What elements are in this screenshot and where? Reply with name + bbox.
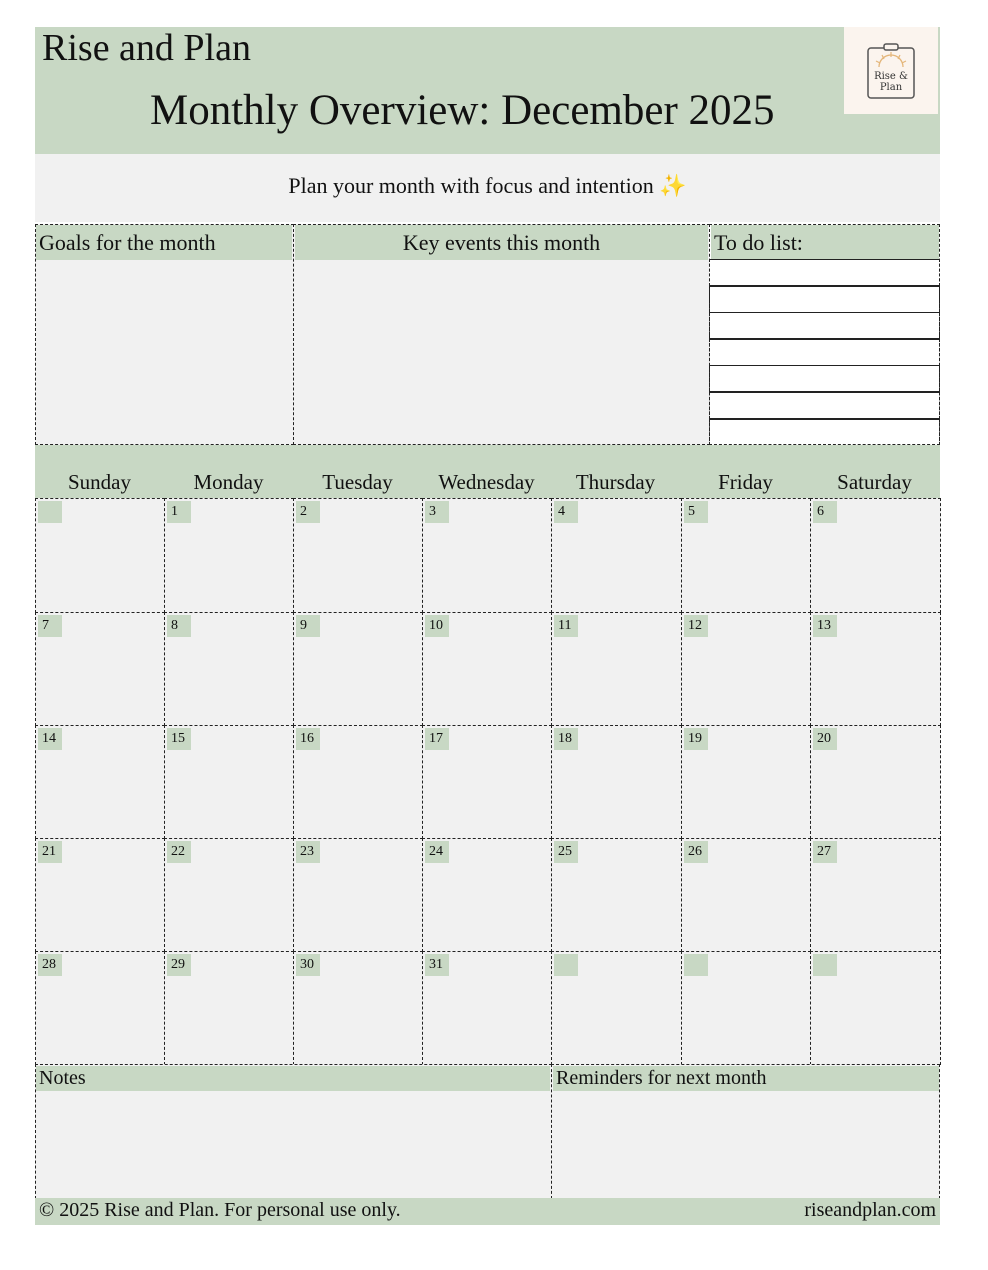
calendar-day[interactable] bbox=[35, 725, 165, 839]
day-number bbox=[813, 954, 837, 976]
calendar-day[interactable] bbox=[810, 838, 941, 952]
svg-text:Plan: Plan bbox=[879, 81, 903, 93]
day-number: 24 bbox=[425, 841, 449, 863]
calendar-day[interactable] bbox=[810, 498, 941, 613]
day-number: 1 bbox=[167, 501, 191, 523]
day-number: 27 bbox=[813, 841, 837, 863]
events-header: Key events this month bbox=[295, 225, 708, 260]
calendar-day[interactable] bbox=[164, 612, 294, 726]
calendar-day[interactable] bbox=[164, 838, 294, 952]
calendar-day[interactable] bbox=[422, 838, 552, 952]
calendar-day[interactable] bbox=[35, 838, 165, 952]
calendar-day[interactable] bbox=[422, 498, 552, 613]
day-number bbox=[38, 501, 62, 523]
calendar-day[interactable] bbox=[35, 951, 165, 1065]
todo-line[interactable] bbox=[709, 419, 940, 446]
day-number: 31 bbox=[425, 954, 449, 976]
day-number: 11 bbox=[554, 615, 578, 637]
weekday-sunday: Sunday bbox=[68, 470, 131, 494]
calendar-day[interactable] bbox=[293, 838, 423, 952]
footer-website[interactable]: riseandplan.com bbox=[804, 1199, 936, 1221]
calendar-day[interactable] bbox=[551, 612, 682, 726]
calendar-day[interactable] bbox=[422, 612, 552, 726]
todo-line[interactable] bbox=[709, 392, 940, 419]
todo-header: To do list: bbox=[711, 225, 939, 260]
calendar-day[interactable] bbox=[35, 612, 165, 726]
footer-copyright: © 2025 Rise and Plan. For personal use only. bbox=[39, 1199, 401, 1221]
calendar-day[interactable] bbox=[164, 725, 294, 839]
calendar-day[interactable] bbox=[164, 498, 294, 613]
day-number: 12 bbox=[684, 615, 708, 637]
day-number: 21 bbox=[38, 841, 62, 863]
svg-text:Rise &: Rise & bbox=[874, 70, 908, 82]
day-number: 9 bbox=[296, 615, 320, 637]
calendar-day[interactable] bbox=[422, 951, 552, 1065]
weekday-wednesday: Wednesday bbox=[438, 470, 535, 494]
weekday-tuesday: Tuesday bbox=[322, 470, 393, 494]
calendar-day[interactable] bbox=[293, 498, 423, 613]
day-number: 26 bbox=[684, 841, 708, 863]
todo-line[interactable] bbox=[709, 312, 940, 339]
reminders-header: Reminders for next month bbox=[553, 1066, 939, 1091]
day-number: 20 bbox=[813, 728, 837, 750]
calendar-empty-cell bbox=[35, 498, 165, 613]
todo-line[interactable] bbox=[709, 365, 940, 392]
day-number: 14 bbox=[38, 728, 62, 750]
day-number: 3 bbox=[425, 501, 449, 523]
day-number: 2 bbox=[296, 501, 320, 523]
calendar-day[interactable] bbox=[293, 725, 423, 839]
day-number: 17 bbox=[425, 728, 449, 750]
day-number: 5 bbox=[684, 501, 708, 523]
weekday-friday: Friday bbox=[718, 470, 773, 494]
day-number: 30 bbox=[296, 954, 320, 976]
calendar-day[interactable] bbox=[551, 498, 682, 613]
day-number: 8 bbox=[167, 615, 191, 637]
logo-icon bbox=[865, 41, 917, 101]
todo-line[interactable] bbox=[709, 339, 940, 366]
day-number bbox=[684, 954, 708, 976]
day-number: 22 bbox=[167, 841, 191, 863]
goals-header: Goals for the month bbox=[36, 225, 292, 260]
calendar-empty-cell bbox=[681, 951, 811, 1065]
day-number bbox=[554, 954, 578, 976]
brand-title: Rise and Plan bbox=[42, 27, 251, 69]
calendar-day[interactable] bbox=[551, 725, 682, 839]
weekday-saturday: Saturday bbox=[837, 470, 912, 494]
calendar-day[interactable] bbox=[810, 612, 941, 726]
calendar-day[interactable] bbox=[681, 612, 811, 726]
todo-line[interactable] bbox=[709, 286, 940, 313]
day-number: 10 bbox=[425, 615, 449, 637]
calendar-empty-cell bbox=[551, 951, 682, 1065]
calendar-empty-cell bbox=[810, 951, 941, 1065]
day-number: 23 bbox=[296, 841, 320, 863]
calendar-day[interactable] bbox=[164, 951, 294, 1065]
tagline: Plan your month with focus and intention ✨ bbox=[288, 173, 687, 198]
calendar-day[interactable] bbox=[293, 612, 423, 726]
page-title: Monthly Overview: December 2025 bbox=[150, 87, 775, 134]
calendar-day[interactable] bbox=[551, 838, 682, 952]
todo-line[interactable] bbox=[709, 259, 940, 286]
day-number: 16 bbox=[296, 728, 320, 750]
calendar-day[interactable] bbox=[681, 838, 811, 952]
day-number: 25 bbox=[554, 841, 578, 863]
day-number: 6 bbox=[813, 501, 837, 523]
weekday-monday: Monday bbox=[193, 470, 264, 494]
calendar-day[interactable] bbox=[422, 725, 552, 839]
day-number: 7 bbox=[38, 615, 62, 637]
day-number: 18 bbox=[554, 728, 578, 750]
calendar-day[interactable] bbox=[293, 951, 423, 1065]
notes-header: Notes bbox=[36, 1066, 550, 1091]
day-number: 29 bbox=[167, 954, 191, 976]
calendar-day[interactable] bbox=[681, 725, 811, 839]
calendar-day[interactable] bbox=[810, 725, 941, 839]
day-number: 15 bbox=[167, 728, 191, 750]
day-number: 28 bbox=[38, 954, 62, 976]
day-number: 4 bbox=[554, 501, 578, 523]
calendar-day[interactable] bbox=[681, 498, 811, 613]
weekday-thursday: Thursday bbox=[575, 470, 656, 494]
day-number: 13 bbox=[813, 615, 837, 637]
logo bbox=[844, 27, 938, 114]
day-number: 19 bbox=[684, 728, 708, 750]
